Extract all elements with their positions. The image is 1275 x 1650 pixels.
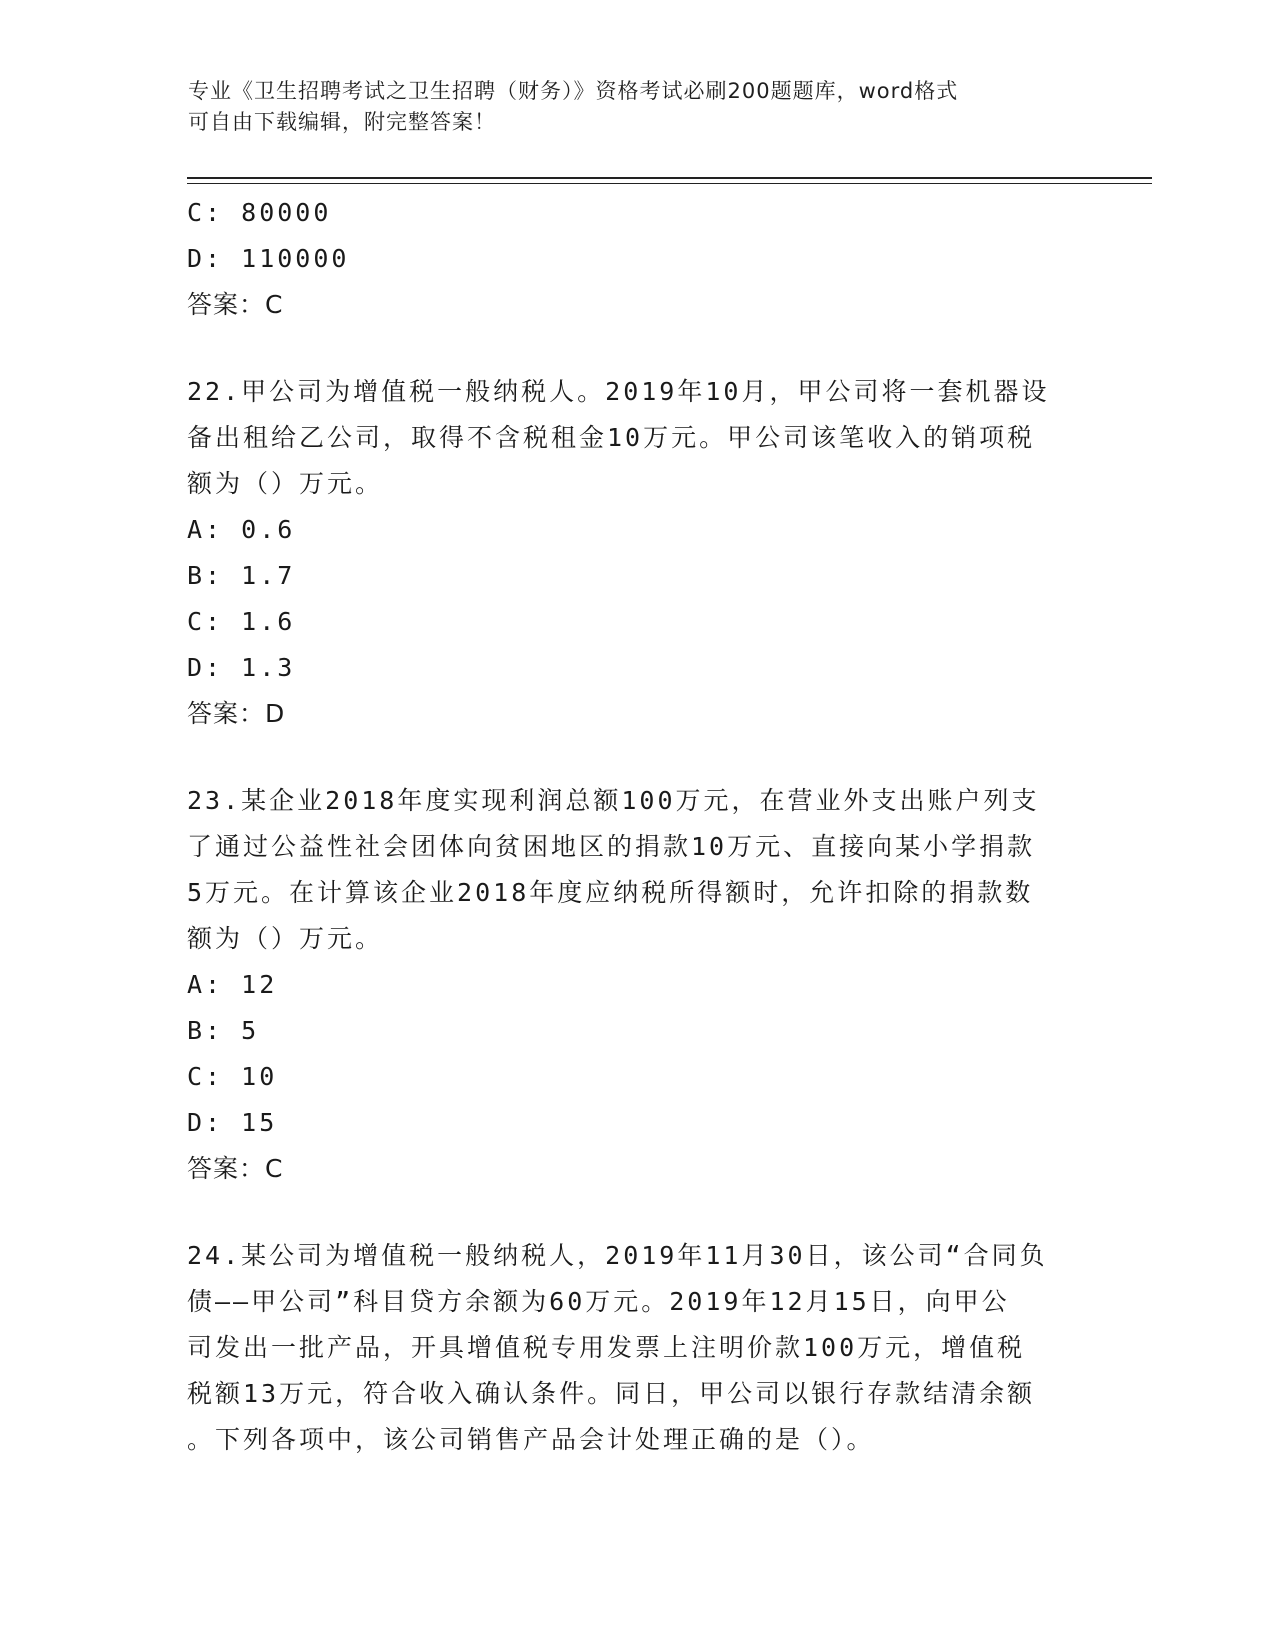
question-text-line: 23.某企业2018年度实现利润总额100万元，在营业外支出账户列支 [187,786,1040,815]
option-a: A: 12 [187,970,278,999]
option-c: C: 80000 [187,198,332,227]
option-d: D: 15 [187,1108,278,1137]
question-text-line: 备出租给乙公司，取得不含税租金10万元。甲公司该笔收入的销项税 [187,423,1036,452]
question-text-line: 税额13万元，符合收入确认条件。同日，甲公司以银行存款结清余额 [187,1379,1036,1408]
question-text-line: 5万元。在计算该企业2018年度应纳税所得额时，允许扣除的捐款数 [187,878,1034,907]
question-text-line: 24.某公司为增值税一般纳税人，2019年11月30日，该公司“合同负 [187,1241,1048,1270]
document-body [187,190,1087,1463]
question-text-line: 22.甲公司为增值税一般纳税人。2019年10月，甲公司将一套机器设 [187,377,1050,406]
question-22 [187,369,1087,737]
option-d: D: 1.3 [187,653,296,682]
question-text-line: 额为（）万元。 [187,469,384,498]
previous-question-tail [187,190,1087,328]
header-rule-thick [187,177,1152,179]
option-d: D: 110000 [187,244,350,273]
question-24 [187,1233,1087,1463]
option-b: B: 1.7 [187,561,296,590]
question-text-line: 了通过公益性社会团体向贫困地区的捐款10万元、直接向某小学捐款 [187,832,1036,861]
question-text-line: 债——甲公司”科目贷方余额为60万元。2019年12月15日，向甲公 [187,1287,1010,1316]
question-text-line: 司发出一批产品，开具增值税专用发票上注明价款100万元，增值税 [187,1333,1026,1362]
question-23 [187,778,1087,1192]
question-text-line: 额为（）万元。 [187,924,384,953]
page-header [188,76,1068,138]
option-b: B: 5 [187,1016,260,1045]
answer-line: 答案：C [187,290,284,319]
option-c: C: 10 [187,1062,278,1091]
option-c: C: 1.6 [187,607,296,636]
question-text-line: 。下列各项中，该公司销售产品会计处理正确的是（）。 [187,1425,875,1454]
header-line-1: 专业《卫生招聘考试之卫生招聘（财务）》资格考试必刷200题题库，word格式 [188,79,959,103]
option-a: A: 0.6 [187,515,296,544]
header-rule-thin [187,183,1152,184]
answer-line: 答案：C [187,1154,284,1183]
answer-line: 答案：D [187,699,286,728]
header-line-2: 可自由下载编辑，附完整答案！ [188,110,496,134]
